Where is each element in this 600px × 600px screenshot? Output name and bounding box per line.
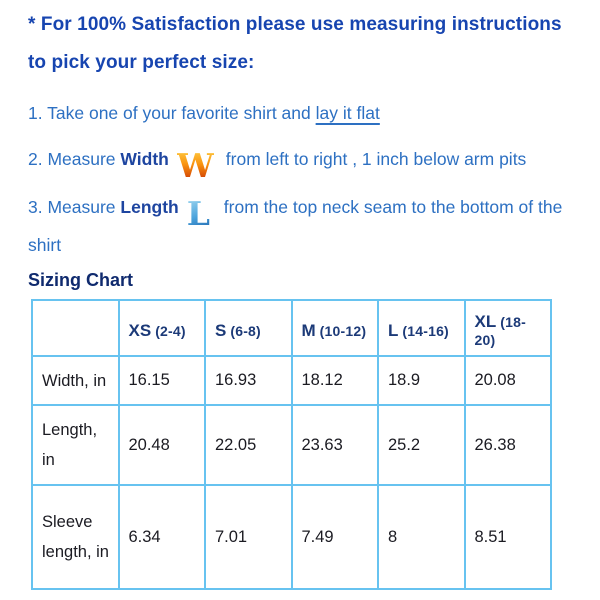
step-2-text-suffix: from left to right , 1 inch below arm pits <box>220 149 527 169</box>
size-label: S <box>215 321 227 340</box>
step-3-text-suffix: from the top neck seam to the bottom of the shirt <box>28 197 563 255</box>
step-1 <box>28 100 572 126</box>
corner-cell <box>32 300 119 356</box>
step-2-text-prefix: 2. Measure <box>28 149 121 169</box>
step-2 <box>28 146 572 184</box>
table-cell: 7.49 <box>292 485 379 589</box>
size-range: (6-8) <box>230 323 261 339</box>
sizing-chart-heading: Sizing Chart <box>28 270 134 290</box>
sizing-chart-table <box>31 299 552 590</box>
size-range: (18-20) <box>474 314 526 348</box>
table-cell: 16.93 <box>205 356 292 405</box>
table-cell: 8.51 <box>465 485 552 589</box>
table-cell: 7.01 <box>205 485 292 589</box>
col-header-l <box>378 300 465 356</box>
width-letter-icon: W <box>176 146 214 185</box>
lay-it-flat-underlined-text: lay it flat <box>315 103 380 123</box>
table-row-sleeve-length <box>32 485 551 589</box>
length-keyword: Length <box>120 197 179 217</box>
step-3 <box>28 194 572 258</box>
table-header-row <box>32 300 551 356</box>
step-1-text: 1. Take one of your favorite shirt and <box>28 103 316 123</box>
table-cell: 16.15 <box>119 356 206 405</box>
length-letter-icon: L <box>186 194 210 233</box>
table-cell: 26.38 <box>465 405 552 485</box>
table-cell: 8 <box>378 485 465 589</box>
size-range: (2-4) <box>155 323 186 339</box>
table-cell: 6.34 <box>119 485 206 589</box>
table-row-width <box>32 356 551 405</box>
size-label: M <box>301 321 316 340</box>
col-header-s <box>205 300 292 356</box>
col-header-xs <box>119 300 206 356</box>
size-range: (10-12) <box>319 323 367 339</box>
table-row-length <box>32 405 551 485</box>
width-keyword: Width <box>120 149 169 169</box>
table-cell: 25.2 <box>378 405 465 485</box>
table-cell: 18.9 <box>378 356 465 405</box>
col-header-xl <box>465 300 552 356</box>
col-header-m <box>292 300 379 356</box>
table-cell: 18.12 <box>292 356 379 405</box>
title-line-2: to pick your perfect size: <box>28 52 255 73</box>
table-cell: 23.63 <box>292 405 379 485</box>
step-3-text-prefix: 3. Measure <box>28 197 121 217</box>
row-label-length: Length, in <box>32 405 119 485</box>
row-label-width: Width, in <box>32 356 119 405</box>
size-label: L <box>388 321 399 340</box>
size-label: XS <box>128 321 152 340</box>
size-range: (14-16) <box>402 323 449 339</box>
size-label: XL <box>474 312 497 331</box>
table-cell: 20.08 <box>465 356 552 405</box>
row-label-sleeve-length: Sleeve length, in <box>32 485 119 589</box>
table-cell: 22.05 <box>205 405 292 485</box>
page-title <box>28 6 572 82</box>
table-cell: 20.48 <box>119 405 206 485</box>
title-line-1: * For 100% Satisfaction please use measuring instructions <box>28 14 562 35</box>
